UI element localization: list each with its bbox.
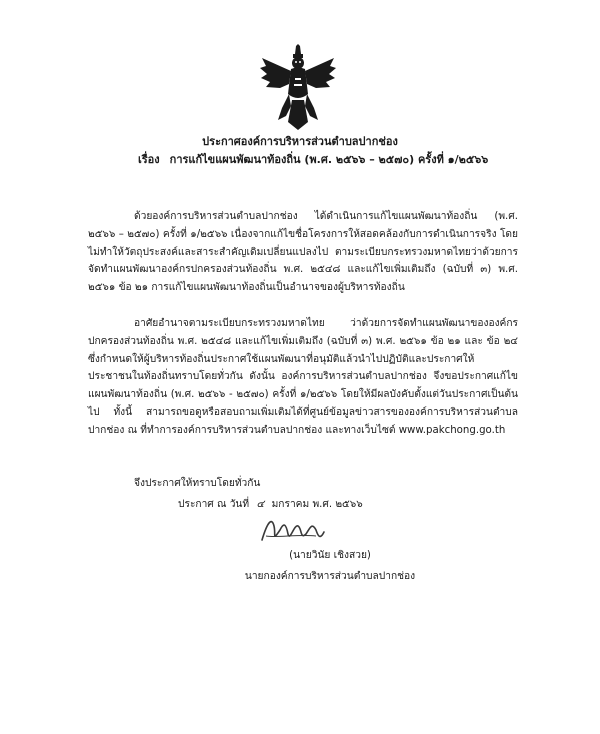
signer-name: (นายวินัย เชิงสวย) bbox=[289, 550, 371, 561]
date-prefix: ประกาศ ณ วันที่ bbox=[178, 499, 250, 510]
subject-label: เรื่อง bbox=[138, 153, 160, 166]
body-paragraph-2: อาศัยอำนาจตามระเบียบกระทรวงมหาดไทย ว่าด้วยการจัดทำแผนพัฒนาขององค์กรปกครองส่วนท้องถิ่น พ.ศ. ๒๕๔๘ และแก้ไขเพิ่มเติมถึง (ฉบับที่ ๓) พ.ศ. ๒๕๖๑ ข้อ ๒๑ และ ข้อ ๒๔ ซึ่งกำหนดให้ผู้บริหารท้องถิ่นประกาศใช้แผนพัฒนาที่อนุมัติแล้วนำไปปฏิบัติและประกาศให้ประชาชนในท้องถิ่นทราบโดยทั่วกัน ดังนั้น องค์การบริหารส่วนตำบลปากช่อง จึงขอประกาศแก้ไขแผนพัฒนาท้องถิ่น (พ.ศ. ๒๕๖๖ - ๒๕๗๐) ครั้งที่ ๑/๒๕๖๖ โดยให้มีผลบังคับตั้งแต่วันประกาศเป็นต้นไป ทั้งนี้ สามารถขอดูหรือสอบถามเพิ่มเติมได้ที่ศูนย์ข้อมูลข่าวสารขององค์การบริหารส่วนตำบลปากช่อง ณ ที่ทำการองค์การบริหารส่วนตำบลปากช่อง และทางเว็บไซต์ www.pakchong.go.th bbox=[88, 318, 518, 436]
closing-line: จึงประกาศให้ทราบโดยทั่วกัน bbox=[134, 478, 261, 489]
announcement-date bbox=[178, 496, 363, 514]
garuda-emblem-icon bbox=[258, 44, 338, 130]
announcement-title: ประกาศองค์การบริหารส่วนตำบลปากช่อง bbox=[202, 135, 398, 148]
subject-text: การแก้ไขแผนพัฒนาท้องถิ่น (พ.ศ. ๒๕๖๖ – ๒๕๗๐) ครั้งที่ ๑/๒๕๖๖ bbox=[169, 153, 489, 166]
signer-position: นายกองค์การบริหารส่วนตำบลปากช่อง bbox=[244, 571, 416, 582]
date-rest: มกราคม พ.ศ. ๒๕๖๖ bbox=[271, 499, 363, 510]
handwritten-signature bbox=[258, 516, 348, 546]
date-day: ๔ bbox=[256, 499, 265, 510]
body-paragraph-1: ด้วยองค์การบริหารส่วนตำบลปากช่อง ได้ดำเนินการแก้ไขแผนพัฒนาท้องถิ่น (พ.ศ. ๒๕๖๖ – ๒๕๗๐) ครั้งที่ ๑/๒๕๖๖ เนื่องจากแก้ไขชื่อโครงการให้สอดคล้องกับการดำเนินการจริง โดยไม่ทำให้วัตถุประสงค์และสาระสำคัญเดิมเปลี่ยนแปลงไป ตามระเบียบกระทรวงมหาดไทยว่าด้วยการจัดทำแผนพัฒนาองค์กรปกครองส่วนท้องถิ่น พ.ศ. ๒๕๔๘ และแก้ไขเพิ่มเติมถึง (ฉบับที่ ๓) พ.ศ. ๒๕๖๑ ข้อ ๒๑ การแก้ไขแผนพัฒนาท้องถิ่นเป็นอำนาจของผู้บริหารท้องถิ่น bbox=[88, 211, 518, 294]
announcement-subject bbox=[138, 153, 488, 167]
